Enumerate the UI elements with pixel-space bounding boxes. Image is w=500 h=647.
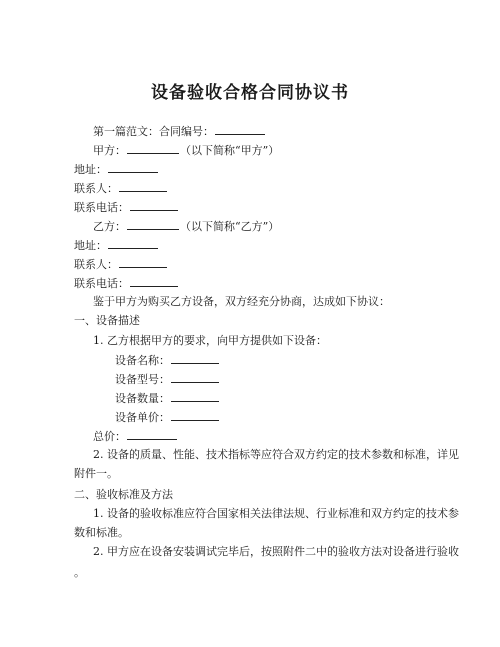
- section1-item1: 1. 乙方根据甲方的要求，向甲方提供如下设备：: [93, 334, 327, 347]
- party-b-phone-blank: [130, 276, 178, 287]
- contract-number-label: 第一篇范文：合同编号：: [93, 125, 214, 138]
- party-b-phone-label: 联系电话：: [74, 277, 129, 290]
- section1-title: 一、设备描述: [74, 314, 140, 327]
- party-a-address-blank: [108, 162, 158, 173]
- equipment-quantity-line: [115, 391, 220, 406]
- party-b-address-label: 地址：: [74, 239, 107, 252]
- total-price-label: 总价：: [93, 430, 126, 443]
- section2-title: 二、验收标准及方法: [74, 488, 173, 501]
- party-b-address-blank: [108, 238, 158, 249]
- party-a-phone-blank: [130, 200, 178, 211]
- section2-item2-line2: 。: [74, 566, 85, 579]
- section1-item2-line1: 2. 设备的质量、性能、技术指标等应符合双方约定的技术参数和标准，详见: [93, 448, 459, 461]
- section2-item2-line1: 2. 甲方应在设备安装调试完毕后，按照附件二中的验收方法对设备进行验收: [93, 545, 459, 558]
- party-a-alias: （以下简称“甲方”）: [180, 144, 280, 157]
- party-b-address-line: [74, 238, 159, 253]
- party-a-contact-line: [74, 181, 168, 196]
- equipment-price-blank: [171, 410, 219, 421]
- party-a-address-line: [74, 162, 159, 177]
- party-a-phone-label: 联系电话：: [74, 201, 129, 214]
- party-b-alias: （以下简称“乙方”）: [180, 220, 280, 233]
- section2-item1-line1: 1. 设备的验收标准应符合国家相关法律法规、行业标准和双方约定的技术参: [93, 507, 459, 520]
- equipment-quantity-blank: [171, 391, 219, 402]
- preamble: 鉴于甲方为购买乙方设备，双方经充分协商，达成如下协议：: [93, 295, 390, 308]
- equipment-quantity-label: 设备数量：: [115, 392, 170, 405]
- party-b-line: [93, 219, 279, 234]
- party-a-contact-blank: [119, 181, 167, 192]
- party-a-blank: [127, 143, 179, 154]
- party-a-contact-label: 联系人：: [74, 182, 118, 195]
- equipment-model-label: 设备型号：: [115, 373, 170, 386]
- party-a-line: [93, 143, 279, 158]
- equipment-model-line: [115, 372, 220, 387]
- party-b-contact-line: [74, 257, 168, 272]
- total-price-line: [93, 429, 178, 444]
- section2-item1-line2: 数和标准。: [74, 526, 129, 539]
- party-b-phone-line: [74, 276, 179, 291]
- section1-item2-line2: 附件一。: [74, 467, 118, 480]
- contract-number-blank: [215, 124, 265, 135]
- party-b-blank: [127, 219, 179, 230]
- party-b-label: 乙方：: [93, 220, 126, 233]
- party-a-phone-line: [74, 200, 179, 215]
- document-title: 设备验收合格合同协议书: [151, 83, 349, 103]
- party-b-contact-blank: [119, 257, 167, 268]
- party-a-label: 甲方：: [93, 144, 126, 157]
- equipment-price-label: 设备单价：: [115, 411, 170, 424]
- equipment-name-label: 设备名称：: [115, 354, 170, 367]
- equipment-model-blank: [171, 372, 219, 383]
- equipment-name-line: [115, 353, 220, 368]
- equipment-price-line: [115, 410, 220, 425]
- party-a-address-label: 地址：: [74, 163, 107, 176]
- equipment-name-blank: [171, 353, 219, 364]
- contract-number-line: [93, 124, 266, 139]
- party-b-contact-label: 联系人：: [74, 258, 118, 271]
- total-price-blank: [127, 429, 177, 440]
